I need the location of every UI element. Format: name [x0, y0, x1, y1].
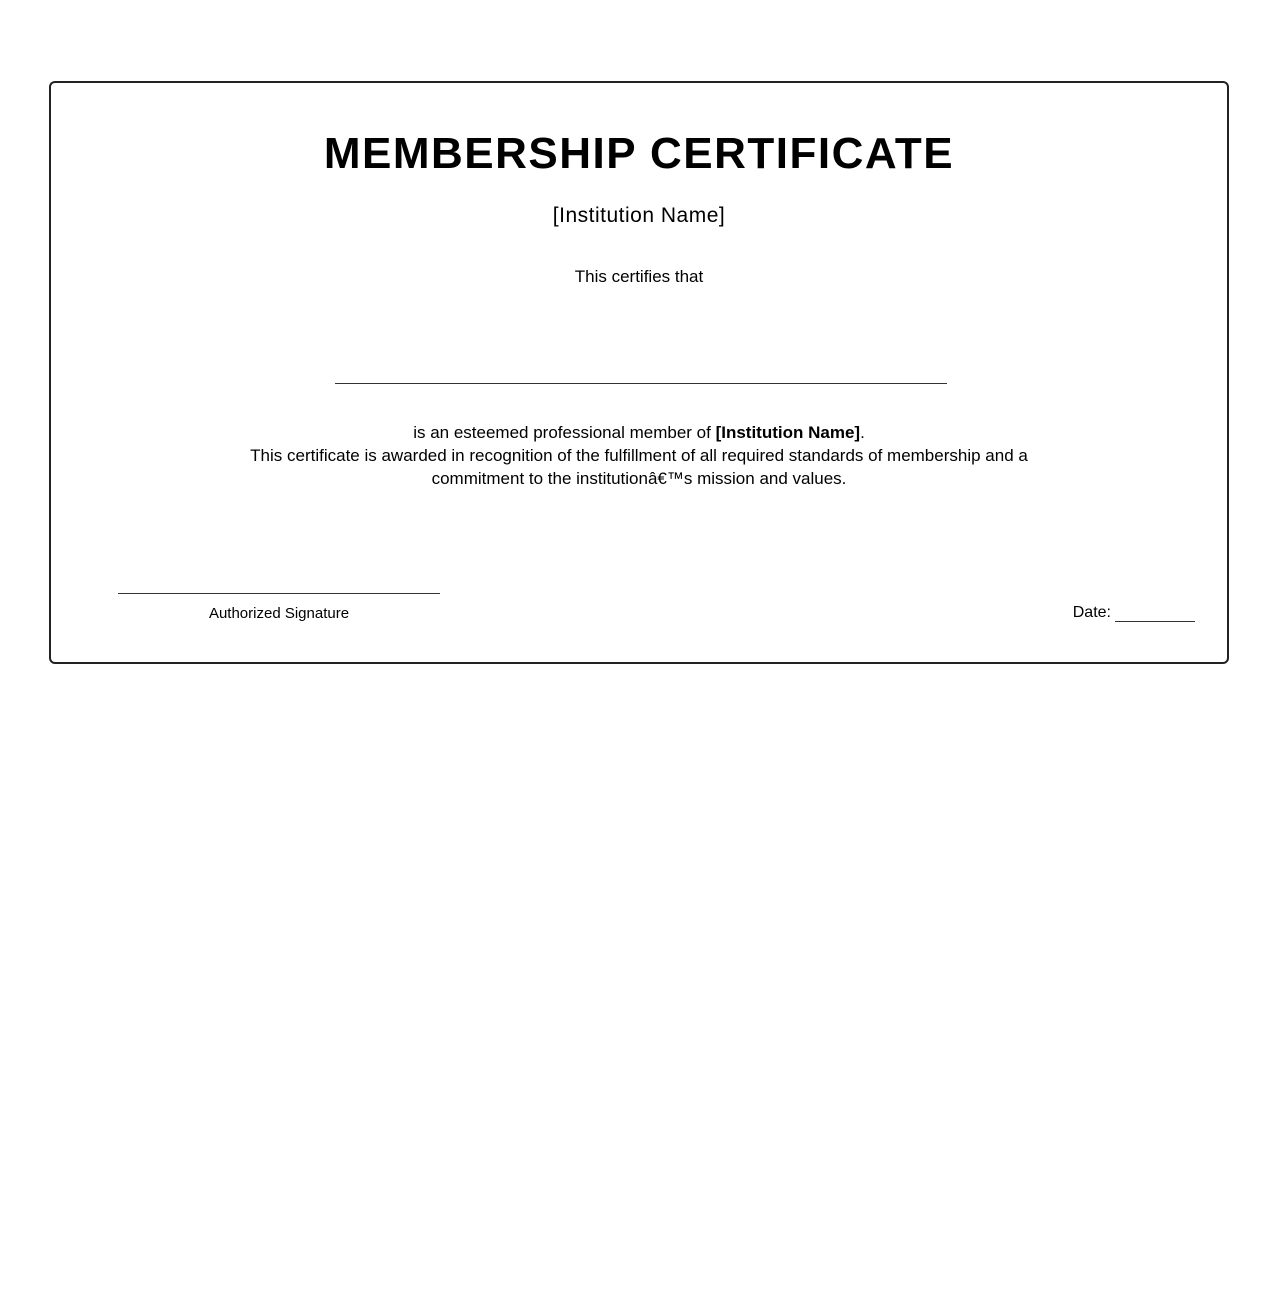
- certificate-title: MEMBERSHIP CERTIFICATE: [323, 129, 955, 178]
- recipient-name-line: [335, 383, 947, 384]
- signature-line: [118, 593, 440, 594]
- date-field: [1073, 603, 1195, 622]
- certifies-text: This certifies that: [574, 267, 704, 286]
- body-line-1-suffix: .: [860, 423, 865, 442]
- body-institution-name: [Institution Name]: [715, 423, 861, 442]
- certificate-frame: [49, 81, 1229, 664]
- body-line-1-prefix: is an esteemed professional member of: [413, 423, 716, 442]
- institution-name: [Institution Name]: [552, 204, 726, 227]
- certificate-body: [51, 421, 1227, 490]
- body-line-3: commitment to the institutionâ€™s mission and values.: [431, 469, 847, 488]
- body-line-2: This certificate is awarded in recognition of the fulfillment of all required standards of membership and a: [250, 446, 1028, 465]
- body-line-1: [51, 421, 1227, 444]
- date-label: Date:: [1072, 604, 1111, 621]
- signature-label: Authorized Signature: [208, 605, 350, 622]
- date-blank-line: [1115, 603, 1195, 622]
